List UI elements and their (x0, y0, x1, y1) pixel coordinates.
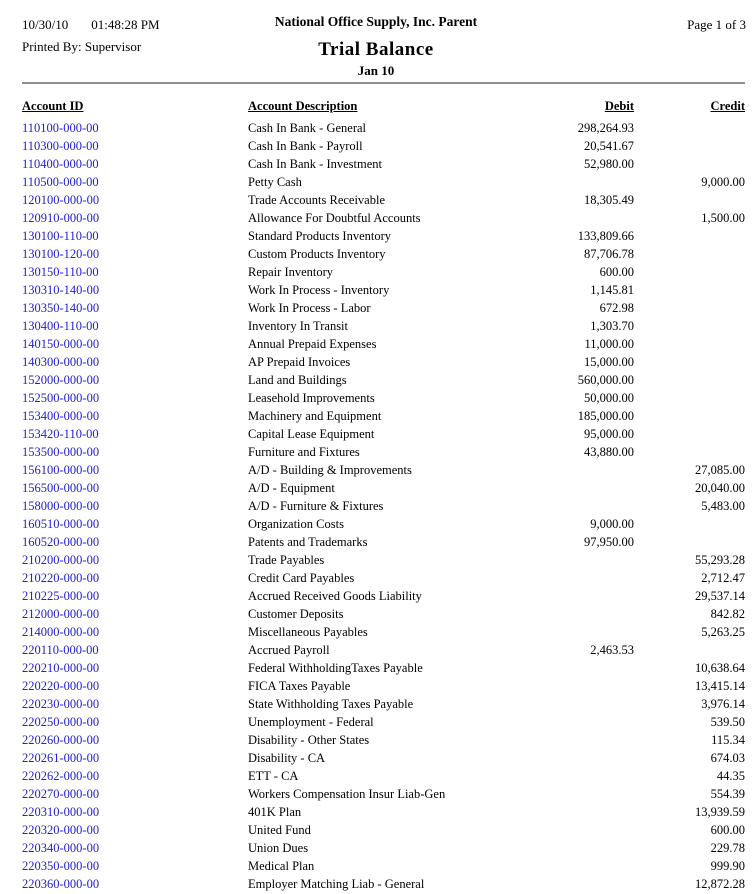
account-id-link[interactable]: 220310-000-00 (22, 805, 100, 819)
debit-amount (488, 749, 634, 767)
credit-amount (634, 389, 745, 407)
account-description: Cash In Bank - Investment (248, 157, 383, 171)
debit-amount: 20,541.67 (584, 139, 634, 153)
table-row (22, 551, 745, 569)
account-description: Disability - CA (248, 751, 326, 765)
account-id-link[interactable]: 110100-000-00 (22, 121, 99, 135)
printed-by: Printed By: Supervisor (22, 39, 142, 54)
debit-amount (488, 623, 634, 641)
credit-amount (634, 137, 745, 155)
report-header-center (0, 14, 752, 79)
column-header-row (22, 97, 745, 115)
debit-amount (488, 569, 634, 587)
account-id-link[interactable]: 220360-000-00 (22, 877, 100, 891)
account-id-link[interactable]: 140150-000-00 (22, 337, 100, 351)
company-name: National Office Supply, Inc. Parent (274, 14, 478, 29)
credit-amount (634, 119, 745, 137)
credit-amount: 13,939.59 (695, 805, 745, 819)
table-row (22, 803, 745, 821)
column-header-credit: Credit (710, 99, 745, 113)
table-row (22, 659, 745, 677)
account-description: Disability - Other States (248, 733, 370, 747)
debit-amount (488, 551, 634, 569)
credit-amount: 3,976.14 (701, 697, 745, 711)
credit-amount: 27,085.00 (695, 463, 745, 477)
table-row (22, 281, 745, 299)
debit-amount (488, 731, 634, 749)
account-description: Organization Costs (248, 517, 344, 531)
account-id-link[interactable]: 140300-000-00 (22, 355, 100, 369)
credit-amount: 539.50 (710, 715, 745, 729)
account-description: Cash In Bank - General (248, 121, 367, 135)
credit-amount: 999.90 (710, 859, 745, 873)
debit-amount (488, 713, 634, 731)
account-description: A/D - Furniture & Fixtures (248, 499, 384, 513)
table-row (22, 623, 745, 641)
table-row (22, 317, 745, 335)
account-description: Unemployment - Federal (248, 715, 374, 729)
credit-amount (634, 155, 745, 173)
report-title: Trial Balance (318, 39, 434, 60)
debit-amount (488, 839, 634, 857)
account-description: 401K Plan (248, 805, 302, 819)
debit-amount: 15,000.00 (584, 355, 634, 369)
debit-amount (488, 497, 634, 515)
table-row (22, 515, 745, 533)
credit-amount (634, 407, 745, 425)
account-id-link[interactable]: 130150-110-00 (22, 265, 99, 279)
account-description: A/D - Building & Improvements (248, 463, 412, 477)
credit-amount: 1,500.00 (701, 211, 745, 225)
account-description: Cash In Bank - Payroll (248, 139, 363, 153)
table-row (22, 533, 745, 551)
credit-amount (634, 353, 745, 371)
debit-amount: 43,880.00 (584, 445, 634, 459)
table-row (22, 461, 745, 479)
credit-amount: 44.35 (716, 769, 745, 783)
debit-amount: 185,000.00 (577, 409, 634, 423)
account-id-link[interactable]: 110300-000-00 (22, 139, 99, 153)
debit-amount: 298,264.93 (577, 121, 634, 135)
table-row (22, 587, 745, 605)
account-description: Standard Products Inventory (248, 229, 392, 243)
account-id-link[interactable]: 220350-000-00 (22, 859, 100, 873)
credit-amount: 554.39 (710, 787, 745, 801)
debit-amount (488, 695, 634, 713)
debit-amount: 2,463.53 (590, 643, 634, 657)
account-id-link[interactable]: 110500-000-00 (22, 175, 99, 189)
credit-amount (634, 281, 745, 299)
credit-amount: 12,872.28 (695, 877, 745, 891)
account-description: Furniture and Fixtures (248, 445, 360, 459)
credit-amount: 29,537.14 (695, 589, 745, 603)
credit-amount: 600.00 (710, 823, 745, 837)
print-date: 10/30/10 (22, 17, 69, 32)
debit-amount: 95,000.00 (584, 427, 634, 441)
credit-amount (634, 317, 745, 335)
account-description: State Withholding Taxes Payable (248, 697, 414, 711)
debit-amount (488, 173, 634, 191)
account-description: Patents and Trademarks (248, 535, 368, 549)
table-row (22, 173, 745, 191)
account-description: Repair Inventory (248, 265, 334, 279)
table-row (22, 335, 745, 353)
account-description: AP Prepaid Invoices (248, 355, 351, 369)
account-id-link[interactable]: 153400-000-00 (22, 409, 100, 423)
debit-amount: 50,000.00 (584, 391, 634, 405)
debit-amount: 87,706.78 (584, 247, 634, 261)
account-description: Miscellaneous Payables (248, 625, 368, 639)
table-row (22, 695, 745, 713)
account-id-link[interactable]: 158000-000-00 (22, 499, 100, 513)
debit-amount: 600.00 (599, 265, 634, 279)
table-row (22, 479, 745, 497)
account-id-link[interactable]: 130310-140-00 (22, 283, 100, 297)
credit-amount: 55,293.28 (695, 553, 745, 567)
table-row (22, 299, 745, 317)
credit-amount (634, 245, 745, 263)
debit-amount: 672.98 (599, 301, 634, 315)
table-row (22, 767, 745, 785)
account-id-link[interactable]: 130100-120-00 (22, 247, 100, 261)
account-id-link[interactable]: 156100-000-00 (22, 463, 100, 477)
account-description: Credit Card Payables (248, 571, 355, 585)
credit-amount: 9,000.00 (701, 175, 745, 189)
table-body (22, 119, 745, 893)
account-id-link[interactable]: 220210-000-00 (22, 661, 100, 675)
account-id-link[interactable]: 220270-000-00 (22, 787, 100, 801)
account-id-link[interactable]: 120100-000-00 (22, 193, 100, 207)
table-row (22, 353, 745, 371)
debit-amount (488, 461, 634, 479)
account-description: Custom Products Inventory (248, 247, 386, 261)
account-description: Customer Deposits (248, 607, 344, 621)
table-row (22, 443, 745, 461)
debit-amount (488, 767, 634, 785)
table-row (22, 785, 745, 803)
column-header-account-id: Account ID (22, 99, 84, 113)
account-id-link[interactable]: 220250-000-00 (22, 715, 100, 729)
account-description: A/D - Equipment (248, 481, 335, 495)
account-description: Inventory In Transit (248, 319, 348, 333)
account-description: Medical Plan (248, 859, 315, 873)
credit-amount: 5,483.00 (701, 499, 745, 513)
credit-amount: 20,040.00 (695, 481, 745, 495)
header-divider-line (22, 82, 745, 84)
credit-amount: 10,638.64 (695, 661, 745, 675)
account-id-link[interactable]: 153500-000-00 (22, 445, 100, 459)
table-row (22, 857, 745, 875)
debit-amount (488, 479, 634, 497)
debit-amount (488, 875, 634, 893)
credit-amount: 2,712.47 (701, 571, 745, 585)
account-id-link[interactable]: 152500-000-00 (22, 391, 100, 405)
credit-amount (634, 515, 745, 533)
account-description: Work In Process - Inventory (248, 283, 390, 297)
debit-amount: 1,303.70 (590, 319, 634, 333)
credit-amount: 229.78 (710, 841, 745, 855)
debit-amount (488, 803, 634, 821)
debit-amount: 11,000.00 (584, 337, 634, 351)
account-id-link[interactable]: 220320-000-00 (22, 823, 100, 837)
table-row (22, 389, 745, 407)
account-description: Employer Matching Liab - General (248, 877, 425, 891)
table-row (22, 569, 745, 587)
table-row (22, 605, 745, 623)
debit-amount (488, 605, 634, 623)
account-description: Land and Buildings (248, 373, 347, 387)
table-row (22, 371, 745, 389)
table-row (22, 821, 745, 839)
table-row (22, 155, 745, 173)
account-id-link[interactable]: 210200-000-00 (22, 553, 100, 567)
credit-amount: 674.03 (710, 751, 745, 765)
debit-amount: 1,145.81 (590, 283, 634, 297)
account-description: Trade Accounts Receivable (248, 193, 385, 207)
debit-amount (488, 659, 634, 677)
table-row (22, 875, 745, 893)
debit-amount (488, 677, 634, 695)
account-description: Accrued Payroll (248, 643, 330, 657)
table-row (22, 749, 745, 767)
account-id-link[interactable]: 220260-000-00 (22, 733, 100, 747)
account-id-link[interactable]: 160520-000-00 (22, 535, 100, 549)
account-description: Petty Cash (248, 175, 302, 189)
account-id-link[interactable]: 220110-000-00 (22, 643, 99, 657)
column-header-account-description: Account Description (248, 99, 358, 113)
account-description: Capital Lease Equipment (248, 427, 375, 441)
account-description: FICA Taxes Payable (248, 679, 351, 693)
credit-amount (634, 227, 745, 245)
account-description: Leasehold Improvements (248, 391, 375, 405)
account-id-link[interactable]: 220220-000-00 (22, 679, 100, 693)
account-id-link[interactable]: 220230-000-00 (22, 697, 100, 711)
account-id-link[interactable]: 214000-000-00 (22, 625, 100, 639)
table-row (22, 713, 745, 731)
account-description: Annual Prepaid Expenses (248, 337, 377, 351)
table-row (22, 245, 745, 263)
account-id-link[interactable]: 210225-000-00 (22, 589, 100, 603)
credit-amount: 5,263.25 (701, 625, 745, 639)
account-id-link[interactable]: 152000-000-00 (22, 373, 100, 387)
table-row (22, 209, 745, 227)
credit-amount (634, 299, 745, 317)
table-row (22, 641, 745, 659)
credit-amount: 115.34 (711, 733, 745, 747)
account-description: Machinery and Equipment (248, 409, 382, 423)
table-row (22, 191, 745, 209)
account-id-link[interactable]: 156500-000-00 (22, 481, 100, 495)
debit-amount: 133,809.66 (577, 229, 634, 243)
account-description: ETT - CA (248, 769, 299, 783)
debit-amount (488, 857, 634, 875)
table-row (22, 497, 745, 515)
account-description: Workers Compensation Insur Liab-Gen (248, 787, 446, 801)
table-row (22, 407, 745, 425)
account-id-link[interactable]: 130400-110-00 (22, 319, 99, 333)
account-description: Accrued Received Goods Liability (248, 589, 422, 603)
debit-amount (488, 785, 634, 803)
account-id-link[interactable]: 110400-000-00 (22, 157, 99, 171)
debit-amount (488, 209, 634, 227)
account-id-link[interactable]: 220262-000-00 (22, 769, 100, 783)
credit-amount (634, 425, 745, 443)
debit-amount: 9,000.00 (590, 517, 634, 531)
table-row (22, 137, 745, 155)
account-description: Work In Process - Labor (248, 301, 371, 315)
account-description: Union Dues (248, 841, 309, 855)
credit-amount (634, 191, 745, 209)
account-id-link[interactable]: 210220-000-00 (22, 571, 100, 585)
report-period: Jan 10 (357, 63, 395, 78)
page-number: Page 1 of 3 (687, 17, 746, 32)
account-description: Federal WithholdingTaxes Payable (248, 661, 423, 675)
account-id-link[interactable]: 160510-000-00 (22, 517, 100, 531)
table-row (22, 119, 745, 137)
table-row (22, 731, 745, 749)
account-id-link[interactable]: 220340-000-00 (22, 841, 100, 855)
table-row (22, 263, 745, 281)
account-id-link[interactable]: 120910-000-00 (22, 211, 100, 225)
credit-amount: 842.82 (710, 607, 745, 621)
debit-amount (488, 587, 634, 605)
table-row (22, 839, 745, 857)
credit-amount (634, 443, 745, 461)
table-row (22, 677, 745, 695)
account-id-link[interactable]: 220261-000-00 (22, 751, 100, 765)
credit-amount (634, 641, 745, 659)
column-header-debit: Debit (604, 99, 634, 113)
credit-amount (634, 533, 745, 551)
table-row (22, 425, 745, 443)
debit-amount: 52,980.00 (584, 157, 634, 171)
credit-amount (634, 371, 745, 389)
debit-amount: 97,950.00 (584, 535, 634, 549)
table-row (22, 227, 745, 245)
account-id-link[interactable]: 130350-140-00 (22, 301, 100, 315)
credit-amount (634, 263, 745, 281)
account-description: Allowance For Doubtful Accounts (248, 211, 421, 225)
account-id-link[interactable]: 130100-110-00 (22, 229, 99, 243)
debit-amount: 560,000.00 (577, 373, 634, 387)
credit-amount: 13,415.14 (695, 679, 745, 693)
account-id-link[interactable]: 153420-110-00 (22, 427, 99, 441)
print-time: 01:48:28 PM (91, 17, 160, 32)
account-description: United Fund (248, 823, 311, 837)
account-id-link[interactable]: 212000-000-00 (22, 607, 100, 621)
account-description: Trade Payables (248, 553, 325, 567)
credit-amount (634, 335, 745, 353)
debit-amount: 18,305.49 (584, 193, 634, 207)
debit-amount (488, 821, 634, 839)
